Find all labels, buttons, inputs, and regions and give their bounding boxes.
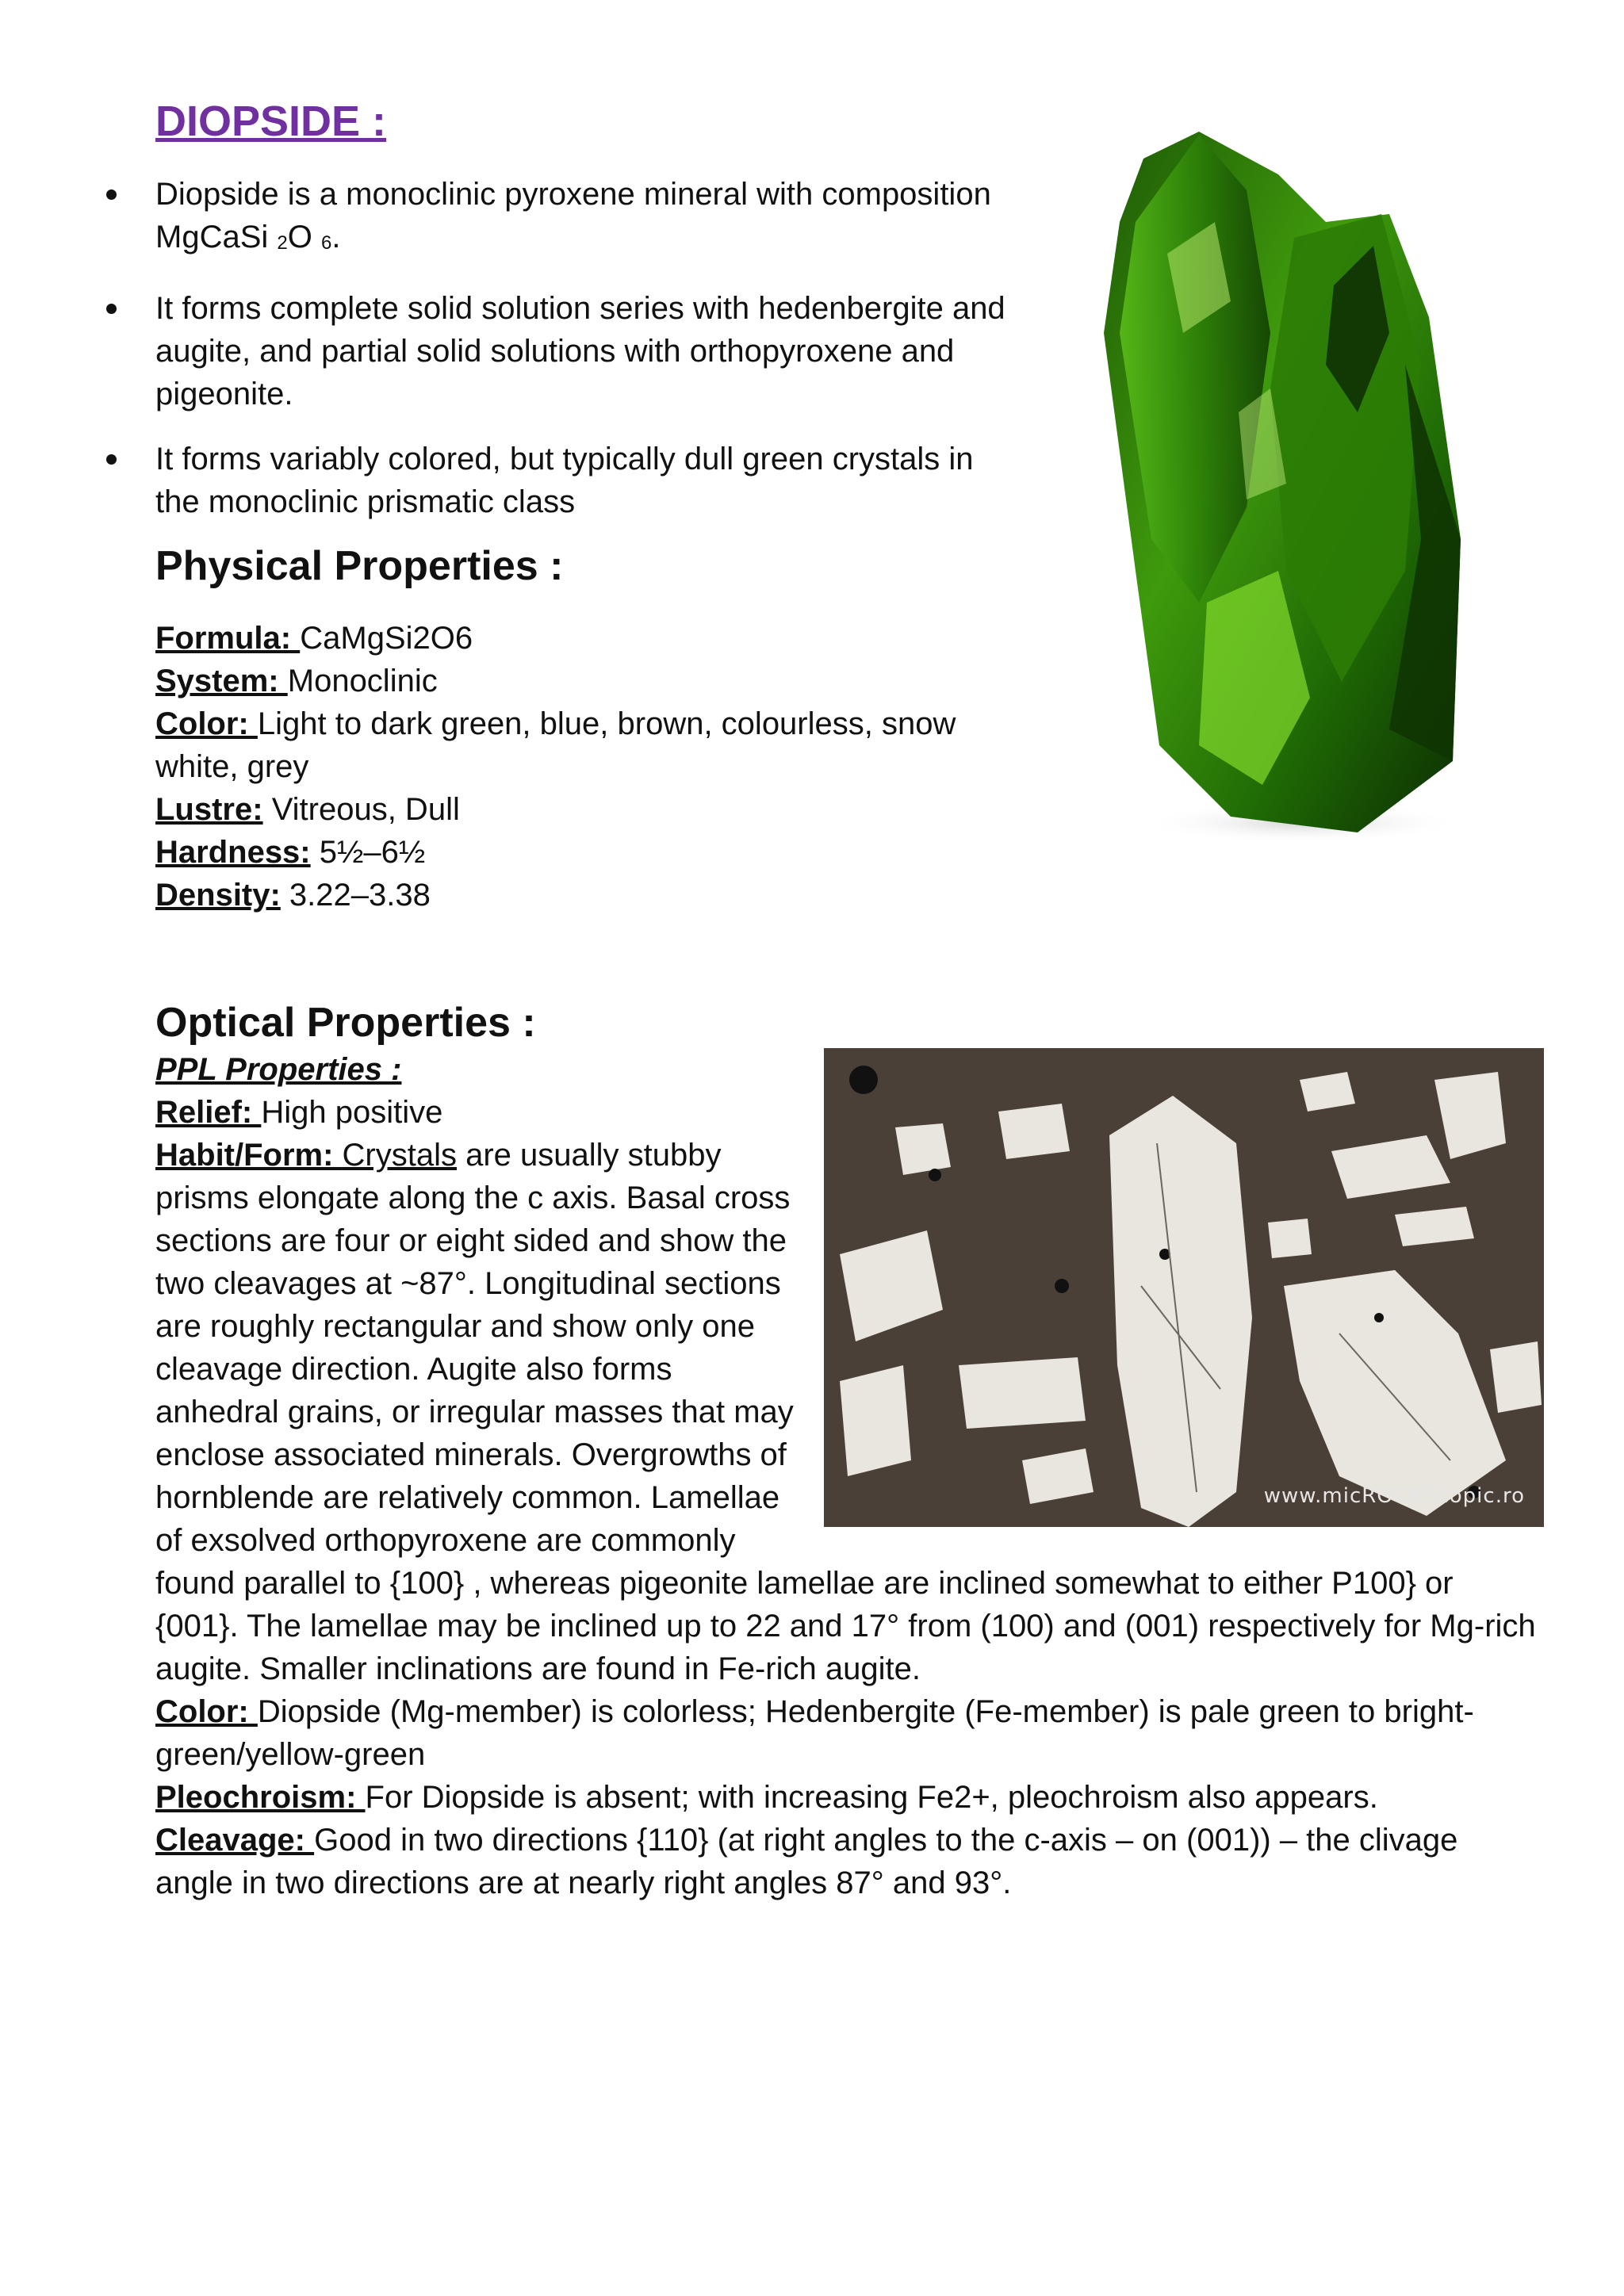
optical-properties-body <box>155 1048 1543 1904</box>
lustre-row: Lustre: Vitreous, Dull <box>155 792 460 827</box>
list-item: It forms variably colored, but typically dull green crystals in the monoclinic prismatic class <box>103 438 1015 523</box>
list-item: Diopside is a monoclinic pyroxene mineral with composition MgCaSi $_2$O $_6$. <box>103 173 1015 265</box>
color-row: Color: Light to dark green, blue, brown, colourless, snow white, grey <box>155 706 956 784</box>
pleochroism-row: Pleochroism: For Diopside is absent; with increasing Fe2+, pleochroism also appears. <box>155 1780 1378 1815</box>
hardness-row: Hardness: 5½–6½ <box>155 835 426 870</box>
bullet-icon <box>106 454 117 465</box>
bullet-icon <box>106 304 117 314</box>
optical-color-row: Color: Diopside (Mg-member) is colorless; Hedenbergite (Fe-member) is pale green to bright-green/yellow-green <box>155 1694 1474 1772</box>
list-item: It forms complete solid solution series with hedenbergite and augite, and partial solid solutions with orthopyroxene and pigeonite. <box>103 287 1015 415</box>
formula-row: Formula: CaMgSi2O6 <box>155 621 473 656</box>
habit-row: Habit/Form: Crystals are usually stubby prisms elongate along the c axis. Basal cross sections are four or eight sided and show the two cleavages at ~87°. Longitudinal sections are roughly rectangular and show only one cleavage direction. Augite also forms anhedral grains, or irregular masses that may enclose associated minerals. Overgrowths of hornblende are relatively common. Lamellae of exsolved orthopyroxene are commonly found parallel to {100} , whereas pigeonite lamellae are inclined somewhat to either P100} or {001}. The lamellae may be inclined up to 22 and 17° from (100) and (001) respectively for Mg-rich augite. Smaller inclinations are found in Fe-rich augite. <box>155 1138 1536 1686</box>
physical-properties-heading: Physical Properties : <box>155 543 564 589</box>
micrograph-watermark: www.micROCKScopic.ro <box>1263 1484 1525 1508</box>
physical-properties-list <box>155 617 1012 916</box>
diopside-crystal-image <box>1088 127 1477 840</box>
ppl-heading: PPL Properties : <box>155 1052 402 1087</box>
thin-section-micrograph <box>824 1048 1544 1527</box>
micrograph-image <box>824 1048 1544 1527</box>
intro-bullet-list <box>103 173 1015 545</box>
cleavage-row: Cleavage: Good in two directions {110} (at right angles to the c-axis – on (001)) – the clivage angle in two directions are at nearly right angles 87° and 93°. <box>155 1823 1458 1900</box>
bullet-icon <box>106 189 117 200</box>
crystals-link[interactable]: Crystals <box>342 1138 457 1173</box>
density-row: Density: 3.22–3.38 <box>155 878 431 913</box>
system-row: System: Monoclinic <box>155 664 438 698</box>
relief-row: Relief: High positive <box>155 1095 443 1130</box>
page-title: DIOPSIDE : <box>155 98 387 145</box>
optical-properties-heading: Optical Properties : <box>155 1000 536 1046</box>
